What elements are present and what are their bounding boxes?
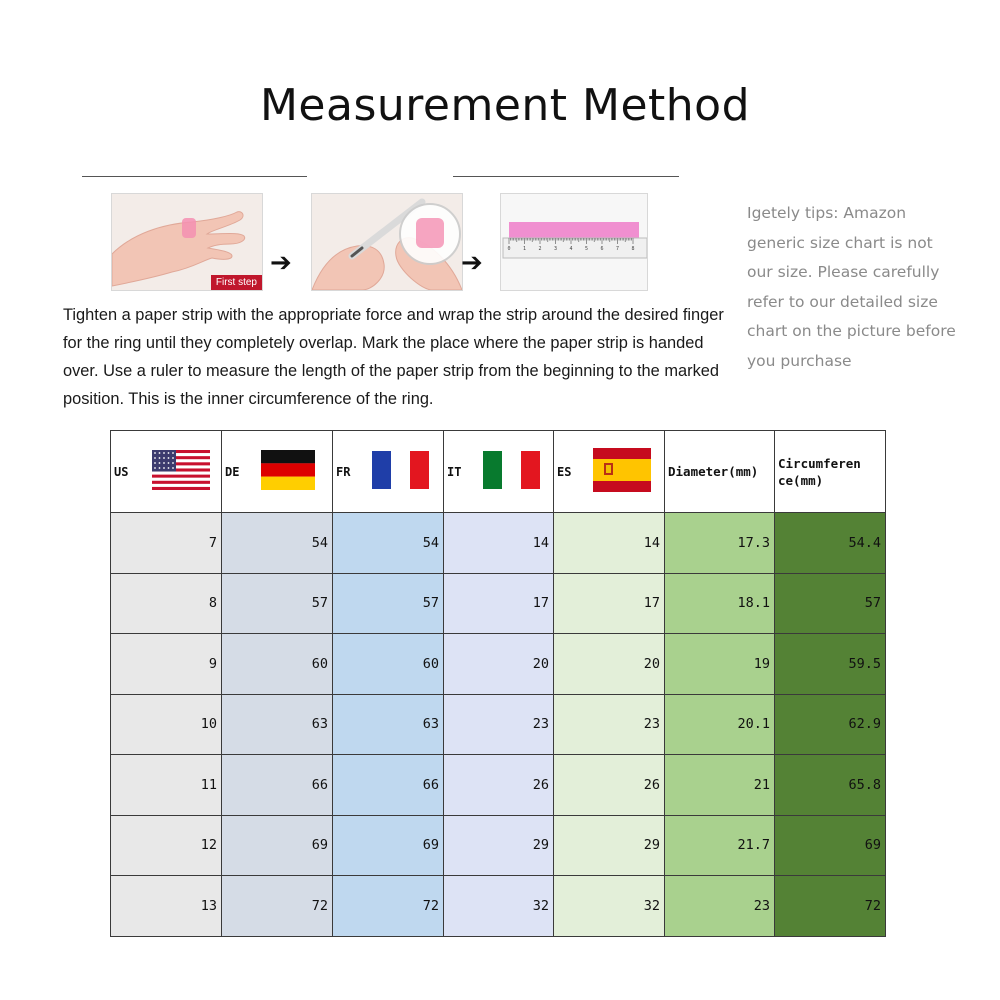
table-cell: 59.5: [774, 633, 886, 695]
table-cell: 26: [443, 754, 554, 816]
ruler-tick-label: 8: [631, 246, 635, 252]
header-label: FR: [336, 464, 351, 479]
table-cell: 13: [110, 875, 222, 937]
table-cell: 20.1: [664, 694, 775, 756]
table-cell: 65.8: [774, 754, 886, 816]
ruler-tick-label: 5: [585, 246, 589, 252]
table-cell: 29: [443, 815, 554, 877]
table-cell: 7: [110, 512, 222, 574]
table-cell: 23: [443, 694, 554, 756]
table-cell: 54: [332, 512, 444, 574]
ruler-tick-label: 2: [538, 246, 542, 252]
table-cell: 8: [110, 573, 222, 635]
divider-left: [82, 176, 307, 177]
table-cell: 69: [221, 815, 333, 877]
header-cell: [221, 430, 333, 513]
table-cell: 26: [553, 754, 665, 816]
header-label: ES: [557, 464, 572, 479]
ruler-strip-illustration: [501, 194, 647, 290]
table-cell: 54.4: [774, 512, 886, 574]
table-cell: 17.3: [664, 512, 775, 574]
table-cell: 57: [221, 573, 333, 635]
table-cell: 32: [553, 875, 665, 937]
step3-photo: [500, 193, 648, 291]
tips-text: Igetely tips: Amazon generic size chart is not our size. Please carefully refer to our detailed size chart on the picture before you purchase: [747, 204, 956, 370]
ruler-tick-label: 1: [523, 246, 527, 252]
table-cell: 69: [332, 815, 444, 877]
table-cell: 54: [221, 512, 333, 574]
table-cell: 60: [221, 633, 333, 695]
header-label: Circumferen ce(mm): [778, 455, 861, 488]
fr-flag-icon: [372, 451, 429, 493]
table-cell: 69: [774, 815, 886, 877]
ruler-tick-label: 7: [616, 246, 620, 252]
page-title: Measurement Method: [259, 80, 751, 131]
es-flag-icon: [593, 448, 651, 496]
ruler-tick-label: 6: [600, 246, 604, 252]
table-cell: 19: [664, 633, 775, 695]
table-cell: 14: [443, 512, 554, 574]
header-cell: [553, 430, 665, 513]
table-cell: 29: [553, 815, 665, 877]
step1-photo: [111, 193, 263, 291]
table-cell: 20: [553, 633, 665, 695]
table-cell: 72: [221, 875, 333, 937]
table-cell: 66: [221, 754, 333, 816]
instructions-text: Tighten a paper strip with the appropriate force and wrap the strip around the desired finger for the ring until they completely overlap. Mark the place where the paper strip is handed over. Use a ruler to measure the length of the paper strip from the beginning to the marked position. This is the inner circumference of the ring.: [63, 306, 724, 408]
table-cell: 60: [332, 633, 444, 695]
table-cell: 21: [664, 754, 775, 816]
table-cell: 63: [332, 694, 444, 756]
table-cell: 66: [332, 754, 444, 816]
header-cell: [443, 430, 554, 513]
divider-right: [453, 176, 679, 177]
header-label: IT: [447, 464, 462, 479]
table-cell: 23: [553, 694, 665, 756]
mark-pen-illustration: [312, 194, 462, 290]
table-cell: 21.7: [664, 815, 775, 877]
ruler-tick-label: 3: [554, 246, 558, 252]
us-flag-icon: [152, 450, 210, 494]
table-cell: 62.9: [774, 694, 886, 756]
ruler-tick-label: 0: [507, 246, 511, 252]
table-cell: 63: [221, 694, 333, 756]
header-cell: [332, 430, 444, 513]
table-cell: 18.1: [664, 573, 775, 635]
table-cell: 72: [774, 875, 886, 937]
first-step-badge: First step: [211, 275, 262, 290]
header-cell: [110, 430, 222, 513]
arrow-right-icon: ➔: [270, 248, 292, 278]
arrow-right-icon: ➔: [461, 248, 483, 278]
ruler-tick-label: 4: [569, 246, 573, 252]
header-label: US: [114, 464, 129, 479]
table-cell: 23: [664, 875, 775, 937]
table-cell: 32: [443, 875, 554, 937]
table-cell: 17: [553, 573, 665, 635]
step2-photo: [311, 193, 463, 291]
header-cell: [664, 430, 775, 513]
header-label: Diameter(mm): [668, 464, 759, 479]
table-cell: 9: [110, 633, 222, 695]
table-cell: 11: [110, 754, 222, 816]
table-cell: 72: [332, 875, 444, 937]
header-cell: [774, 430, 886, 513]
table-cell: 17: [443, 573, 554, 635]
table-cell: 14: [553, 512, 665, 574]
it-flag-icon: [483, 451, 540, 493]
table-cell: 20: [443, 633, 554, 695]
table-cell: 57: [332, 573, 444, 635]
table-cell: 10: [110, 694, 222, 756]
size-chart-table: [110, 430, 885, 936]
header-label: DE: [225, 464, 240, 479]
table-cell: 57: [774, 573, 886, 635]
table-cell: 12: [110, 815, 222, 877]
de-flag-icon: [261, 450, 315, 494]
